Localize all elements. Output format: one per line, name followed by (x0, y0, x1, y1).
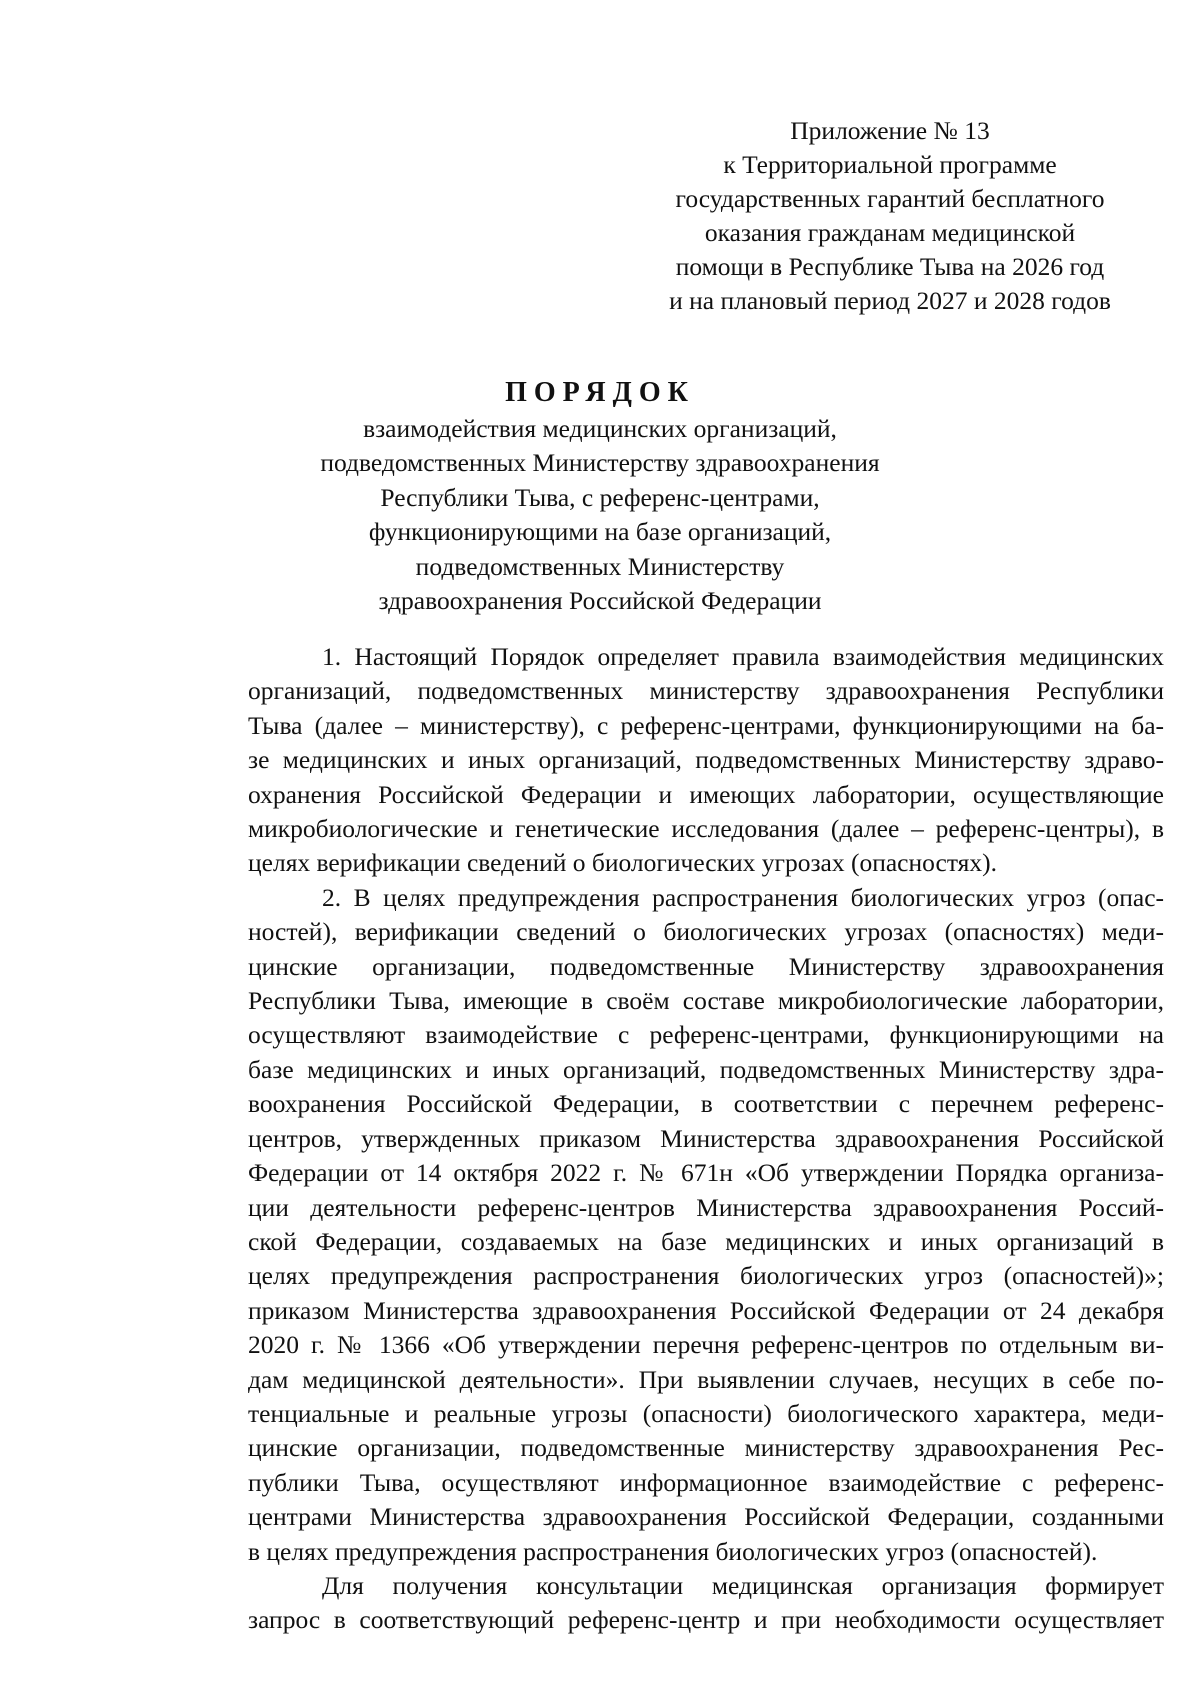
paragraph-line: Тыва (далее – министерству), с референс-центрами, функционирующими на ба- (248, 710, 1164, 740)
subtitle-line: взаимодействия медицинских организаций, (363, 414, 837, 443)
paragraph-line: публики Тыва, осуществляют информационное взаимодействие с референс- (248, 1467, 1164, 1497)
appendix-line: Приложение № 13 (790, 116, 990, 145)
paragraph-line: приказом Министерства здравоохранения Российской Федерации от 24 декабря (248, 1295, 1164, 1325)
document-title: ПОРЯДОК (505, 377, 695, 408)
appendix-line: помощи в Республике Тыва на 2026 год (675, 252, 1105, 281)
subtitle-line: подведомственных Министерству здравоохранения (320, 448, 880, 478)
subtitle-line: подведомственных Министерству (415, 551, 785, 581)
appendix-line: к Территориальной программе (723, 150, 1057, 179)
paragraph-line: запрос в соответствующий референс-центр и при необходимости осуществляет (248, 1605, 1164, 1635)
document-subtitle (170, 412, 1030, 618)
paragraph-line: ностей), верификации сведений о биологических угрозах (опасностях) меди- (248, 917, 1164, 947)
paragraph-1 (174, 640, 1164, 881)
paragraph-line: 2. В целях предупреждения распространения биологических угроз (опас- (322, 882, 1164, 912)
paragraph-line: тенциальные и реальные угрозы (опасности) биологического характера, меди- (248, 1398, 1164, 1428)
paragraph-line: охранения Российской Федерации и имеющих лаборатории, осуществляющие (248, 779, 1164, 809)
paragraph-line: организаций, подведомственных министерству здравоохранения Республики (248, 676, 1164, 706)
paragraph-line: Республики Тыва, имеющие в своём составе микробиологические лаборатории, (248, 986, 1164, 1016)
paragraph-line: дам медицинской деятельности». При выявлении случаев, несущих в себе по- (248, 1364, 1164, 1394)
appendix-line: оказания гражданам медицинской (704, 218, 1076, 247)
paragraph-3 (174, 1569, 1164, 1638)
paragraph-line: целях предупреждения распространения биологических угроз (опасностей)»; (248, 1261, 1164, 1291)
paragraph-line: в целях предупреждения распространения биологических угроз (опасностей). (248, 1536, 1098, 1566)
paragraph-line: микробиологические и генетические исследования (далее – референс-центры), в (248, 814, 1164, 844)
paragraph-line: целях верификации сведений о биологических угрозах (опасностях). (248, 848, 998, 878)
appendix-line: государственных гарантий бесплатного (675, 184, 1105, 213)
paragraph-2 (174, 881, 1164, 1569)
paragraph-line: 1. Настоящий Порядок определяет правила взаимодействия медицинских (322, 642, 1164, 671)
paragraph-line: осуществляют взаимодействие с референс-центрами, функционирующими на (248, 1020, 1164, 1050)
paragraph-line: базе медицинских и иных организаций, подведомственных Министерству здра- (248, 1054, 1164, 1084)
subtitle-line: здравоохранения Российской Федерации (378, 586, 822, 616)
appendix-line: и на плановый период 2027 и 2028 годов (669, 286, 1111, 315)
document-body (174, 640, 1164, 1638)
appendix-header (620, 114, 1160, 318)
paragraph-line: ской Федерации, создаваемых на базе медицинских и иных организаций в (248, 1226, 1164, 1256)
paragraph-line: центрами Министерства здравоохранения Российской Федерации, созданными (248, 1502, 1164, 1532)
subtitle-line: Республики Тыва, с референс-центрами, (380, 482, 820, 512)
paragraph-line: Для получения консультации медицинская организация формирует (322, 1570, 1164, 1600)
paragraph-line: цинские организации, подведомственные министерству здравоохранения Рес- (248, 1433, 1164, 1463)
paragraph-line: воохранения Российской Федерации, в соответствии с перечнем референс- (248, 1089, 1164, 1119)
paragraph-line: ции деятельности референс-центров Министерства здравоохранения Россий- (248, 1192, 1164, 1222)
paragraph-line: зе медицинских и иных организаций, подведомственных Министерству здраво- (248, 745, 1164, 775)
paragraph-line: 2020 г. № 1366 «Об утверждении перечня референс-центров по отдельным ви- (248, 1330, 1164, 1360)
paragraph-line: Федерации от 14 октября 2022 г. № 671н «Об утверждении Порядка организа- (248, 1158, 1164, 1188)
paragraph-line: центров, утвержденных приказом Министерства здравоохранения Российской (248, 1123, 1164, 1153)
subtitle-line: функционирующими на базе организаций, (368, 517, 832, 547)
paragraph-line: цинские организации, подведомственные Министерству здравоохранения (248, 951, 1164, 981)
